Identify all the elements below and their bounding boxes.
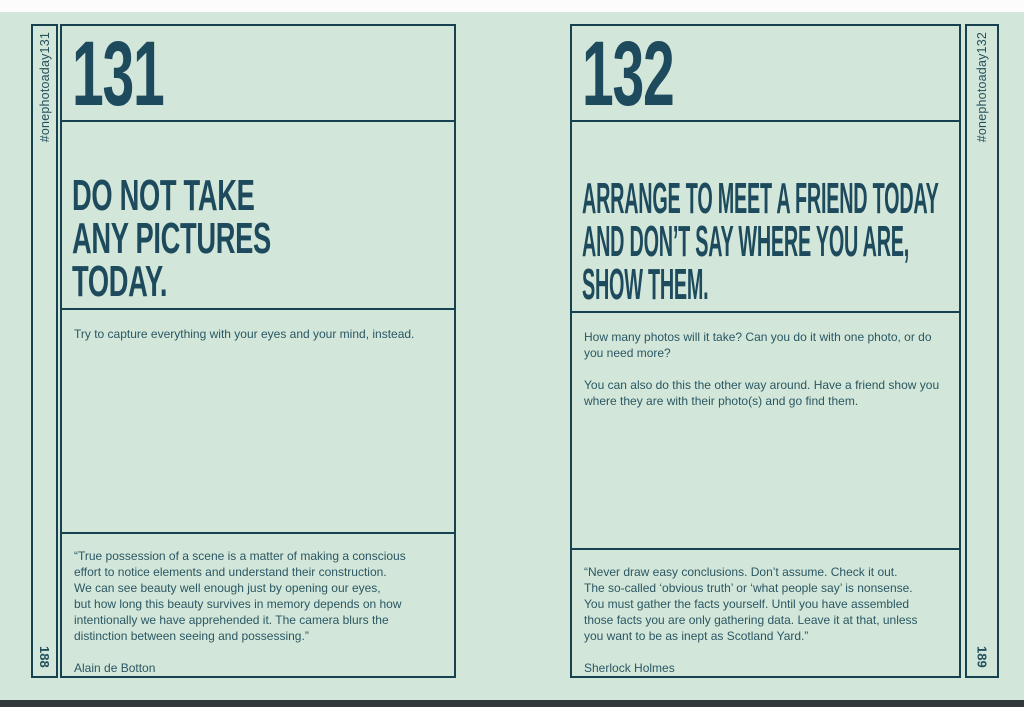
prompt-headline-131 (72, 171, 271, 307)
page-131-side-strip (31, 24, 58, 678)
quote-text (74, 548, 442, 644)
body-line: you need more? (584, 345, 671, 360)
headline-section-131 (62, 122, 454, 310)
photo-top-edge (0, 0, 1024, 12)
quote-line: distinction between seeing and possessing.” (74, 629, 309, 643)
quote-text (584, 564, 947, 644)
quote-line: those facts you are only gathering data. Leave it at that, unless (584, 613, 918, 627)
headline-line: SHOW THEM. (582, 259, 709, 309)
quote-attribution: Sherlock Holmes (584, 661, 675, 675)
quote-line: intentionally we have apprehended it. The camera blurs the (74, 613, 389, 627)
body-section-131 (62, 310, 454, 534)
page-132-main-panel (570, 24, 961, 678)
body-paragraph (584, 329, 947, 361)
page-131-main-panel (60, 24, 456, 678)
quote-line: “Never draw easy conclusions. Don’t assume. Check it out. (584, 565, 898, 579)
quote-line: effort to notice elements and understand their construction. (74, 565, 387, 579)
quote-section-131 (62, 534, 454, 676)
body-line: Try to capture everything with your eyes and your mind, instead. (74, 327, 415, 342)
headline-section-132 (572, 122, 959, 313)
prompt-number-131: 131 (72, 23, 164, 125)
prompt-number-section-132 (572, 23, 959, 125)
quote-line: The so-called ‘obvious truth’ or ‘what people say’ is nonsense. (584, 581, 913, 595)
body-line: How many photos will it take? Can you do it with one photo, or do (584, 329, 932, 344)
page-number-188: 188 (37, 646, 52, 668)
hashtag-label-132: #onephotoaday132 (975, 32, 989, 143)
prompt-number-132: 132 (582, 23, 674, 125)
body-paragraph (584, 377, 947, 409)
prompt-headline-132 (582, 173, 939, 309)
photo-bottom-edge (0, 700, 1024, 707)
body-line: You can also do this the other way around. Have a friend show you (584, 377, 940, 392)
prompt-number-section-131 (62, 23, 454, 125)
quote-line: “True possession of a scene is a matter of making a conscious (74, 549, 406, 563)
quote-section-132 (572, 550, 959, 676)
body-section-132 (572, 313, 959, 550)
hashtag-label-131: #onephotoaday131 (37, 32, 52, 143)
page-number-189: 189 (974, 646, 990, 668)
quote-line: but how long this beauty survives in memory depends on how (74, 597, 402, 611)
body-paragraph (74, 326, 442, 342)
quote-line: We can see beauty well enough just by opening our eyes, (74, 581, 381, 595)
headline-line: ANY PICTURES (72, 214, 271, 264)
headline-line: ARRANGE TO MEET A FRIEND TODAY (582, 173, 939, 223)
headline-line: DO NOT TAKE (72, 171, 255, 221)
page-132-side-strip (965, 24, 999, 678)
headline-line: TODAY. (72, 257, 168, 307)
headline-line: AND DON’T SAY WHERE YOU ARE, (582, 216, 910, 266)
quote-attribution: Alain de Botton (74, 661, 156, 675)
body-line: where they are with their photo(s) and go find them. (584, 393, 859, 408)
quote-line: you want to be as inept as Scotland Yard.” (584, 629, 809, 643)
quote-line: You must gather the facts yourself. Until you have assembled (584, 597, 910, 611)
